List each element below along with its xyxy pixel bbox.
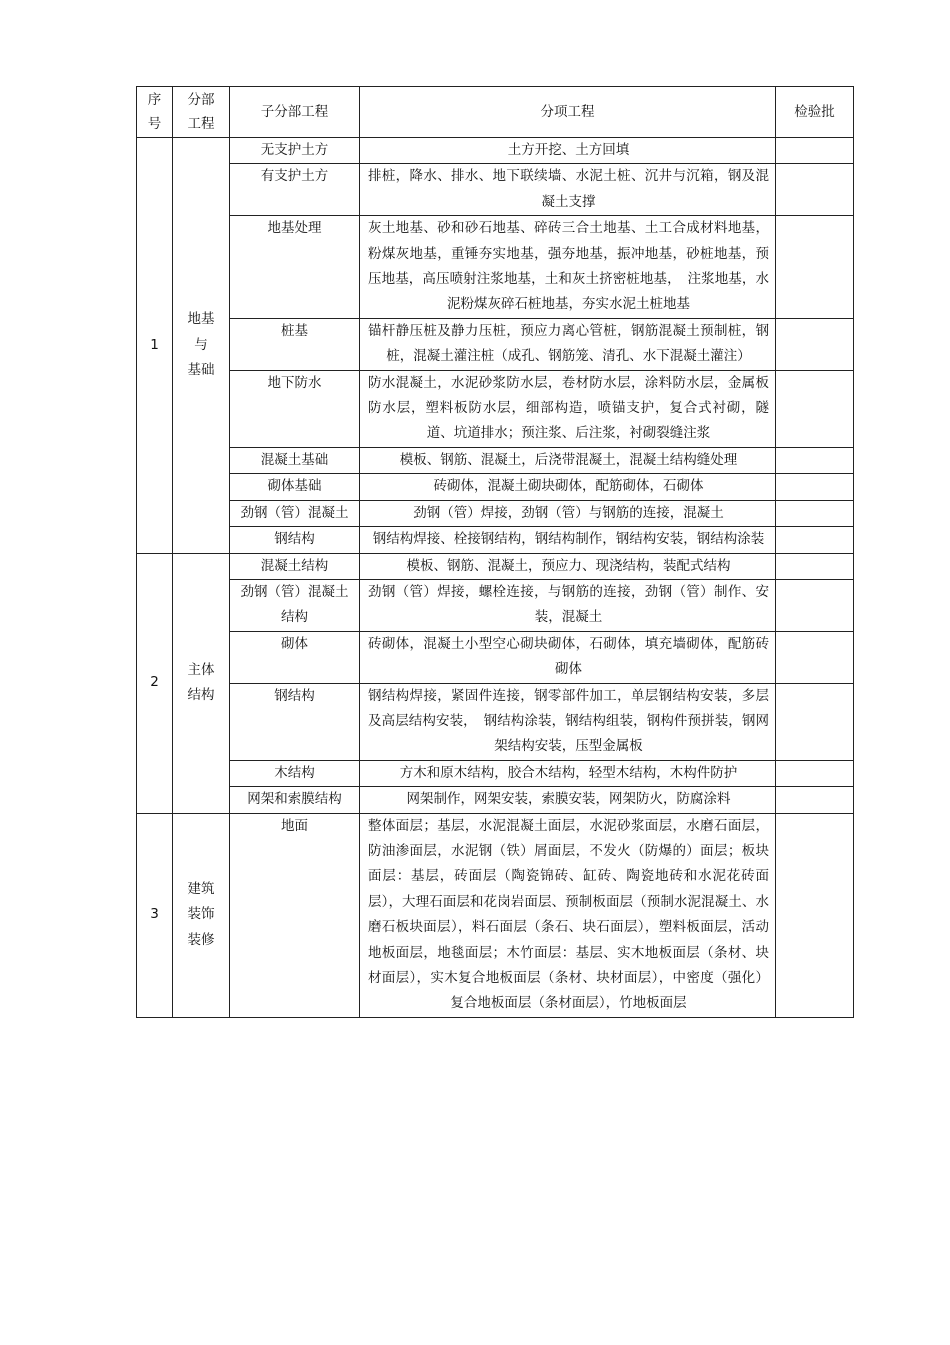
batch-cell [776,813,854,1017]
item-cell: 模板、钢筋、混凝土，预应力、现浇结构，装配式结构 [360,553,776,579]
division-name-line: 地基 [187,311,215,328]
group-number: 1 [137,138,173,554]
division-name [173,553,230,813]
batch-cell [776,631,854,683]
header-division-label: 分部 工程 [187,92,215,132]
subdivision-cell: 劲钢（管）混凝土结构 [230,579,360,631]
group-number: 2 [137,553,173,813]
item-cell: 方木和原木结构，胶合木结构，轻型木结构，木构件防护 [360,760,776,786]
subdivision-cell: 混凝土结构 [230,553,360,579]
item-cell: 网架制作，网架安装，索膜安装，网架防火，防腐涂料 [360,787,776,813]
header-no [137,87,173,138]
table-row [137,683,854,760]
batch-cell [776,474,854,500]
batch-cell [776,579,854,631]
header-batch: 检验批 [776,87,854,138]
group-number: 3 [137,813,173,1017]
division-name-line: 建筑 [187,881,215,898]
subdivision-cell: 钢结构 [230,683,360,760]
table-row [137,164,854,216]
table-row [137,631,854,683]
table-row [137,370,854,447]
item-cell: 排桩，降水、排水、地下联续墙、水泥土桩、沉井与沉箱，钢及混凝土支撑 [360,164,776,216]
batch-cell [776,370,854,447]
item-cell: 模板、钢筋、混凝土，后浇带混凝土，混凝土结构缝处理 [360,447,776,473]
batch-cell [776,527,854,553]
batch-cell [776,447,854,473]
item-cell: 钢结构焊接、栓接钢结构，钢结构制作，钢结构安装，钢结构涂装 [360,527,776,553]
header-no-label: 序 号 [147,92,162,132]
item-cell: 劲钢（管）焊接，劲钢（管）与钢筋的连接，混凝土 [360,500,776,526]
table-row [137,500,854,526]
subdivision-cell: 地面 [230,813,360,1017]
header-division [173,87,230,138]
item-cell: 砖砌体，混凝土小型空心砌块砌体，石砌体，填充墙砌体，配筋砖砌体 [360,631,776,683]
division-name-line: 结构 [187,687,215,704]
batch-cell [776,318,854,370]
subdivision-cell: 砌体基础 [230,474,360,500]
batch-cell [776,164,854,216]
subdivision-cell: 地下防水 [230,370,360,447]
division-name-line: 基础 [187,361,215,378]
table-row [137,787,854,813]
batch-cell [776,787,854,813]
batch-cell [776,138,854,164]
item-cell: 整体面层；基层，水泥混凝土面层，水泥砂浆面层，水磨石面层，防油渗面层，水泥钢（铁）屑面层，不发火（防爆的）面层；板块面层：基层，砖面层（陶瓷锦砖、缸砖、陶瓷地砖和水泥花砖面层），大理石面层和花岗岩面层、预制板面层（预制水泥混凝土、水磨石板块面层），料石面层（条石、块石面层），塑料板面层，活动地板面层，地毯面层；木竹面层：基层、实木地板面层（条材、块材面层），实木复合地板面层（条材、块材面层），中密度（强化）复合地板面层（条材面层），竹地板面层 [360,813,776,1017]
engineering-division-table [136,86,854,1018]
table-row [137,760,854,786]
division-name [173,138,230,554]
subdivision-cell: 钢结构 [230,527,360,553]
subdivision-cell: 地基处理 [230,216,360,319]
division-name-line: 装饰 [187,906,215,923]
table-row [137,474,854,500]
subdivision-cell: 桩基 [230,318,360,370]
division-name-line: 与 [194,336,208,353]
table-row [137,447,854,473]
batch-cell [776,216,854,319]
division-name-line: 主体 [187,661,215,678]
table-header-row [137,87,854,138]
header-item: 分项工程 [360,87,776,138]
item-cell: 劲钢（管）焊接，螺栓连接，与钢筋的连接，劲钢（管）制作、安装，混凝土 [360,579,776,631]
division-name [173,813,230,1017]
item-cell: 灰土地基、砂和砂石地基、碎砖三合土地基、土工合成材料地基，粉煤灰地基，重锤夯实地基，强夯地基，振冲地基，砂桩地基，预压地基，高压喷射注浆地基，土和灰土挤密桩地基， 注浆地基，水泥粉煤灰碎石桩地基，夯实水泥土桩地基 [360,216,776,319]
item-cell: 锚杆静压桩及静力压桩，预应力离心管桩，钢筋混凝土预制桩，钢桩，混凝土灌注桩（成孔、钢筋笼、清孔、水下混凝土灌注） [360,318,776,370]
subdivision-cell: 无支护土方 [230,138,360,164]
header-subdivision: 子分部工程 [230,87,360,138]
subdivision-cell: 砌体 [230,631,360,683]
table-row [137,553,854,579]
table-row [137,813,854,1017]
table-row [137,318,854,370]
subdivision-cell: 网架和索膜结构 [230,787,360,813]
subdivision-cell: 木结构 [230,760,360,786]
table-row [137,216,854,319]
batch-cell [776,760,854,786]
item-cell: 防水混凝土，水泥砂浆防水层，卷材防水层，涂料防水层，金属板防水层，塑料板防水层，细部构造，喷锚支护，复合式衬砌，隧道、坑道排水；预注浆、后注浆，衬砌裂缝注浆 [360,370,776,447]
item-cell: 砖砌体，混凝土砌块砌体，配筋砌体，石砌体 [360,474,776,500]
item-cell: 土方开挖、土方回填 [360,138,776,164]
table-row [137,579,854,631]
item-cell: 钢结构焊接，紧固件连接，钢零部件加工，单层钢结构安装，多层及高层结构安装， 钢结构涂装，钢结构组装，钢构件预拼装，钢网架结构安装，压型金属板 [360,683,776,760]
subdivision-cell: 劲钢（管）混凝土 [230,500,360,526]
table-row [137,138,854,164]
division-name-line: 装修 [187,931,215,948]
subdivision-cell: 有支护土方 [230,164,360,216]
batch-cell [776,500,854,526]
subdivision-cell: 混凝土基础 [230,447,360,473]
table-row [137,527,854,553]
batch-cell [776,553,854,579]
batch-cell [776,683,854,760]
